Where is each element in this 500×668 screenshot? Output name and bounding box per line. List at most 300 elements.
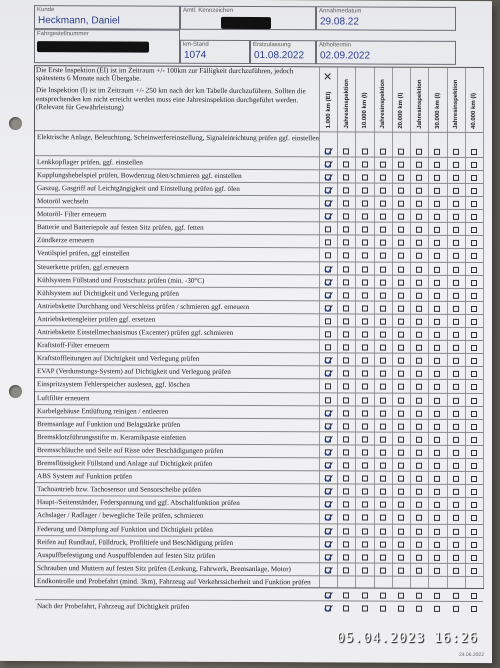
checkbox[interactable] (380, 148, 386, 154)
checkbox[interactable] (416, 515, 422, 521)
checkbox[interactable] (380, 528, 386, 534)
checked-checkbox[interactable] (325, 371, 331, 377)
checkbox[interactable] (325, 227, 331, 233)
checkbox[interactable] (416, 384, 422, 390)
checkbox[interactable] (380, 279, 386, 285)
checkbox[interactable] (343, 345, 349, 351)
checkbox[interactable] (362, 266, 368, 272)
checkbox[interactable] (471, 476, 477, 482)
checkbox[interactable] (434, 293, 440, 299)
checkbox[interactable] (362, 502, 368, 508)
checkbox[interactable] (380, 227, 386, 233)
checkbox[interactable] (471, 437, 477, 443)
checkbox[interactable] (343, 605, 349, 611)
checkbox[interactable] (398, 148, 404, 154)
checkbox[interactable] (471, 450, 477, 456)
checkbox[interactable] (416, 279, 422, 285)
checkbox[interactable] (471, 384, 477, 390)
checkbox[interactable] (471, 555, 477, 561)
checkbox[interactable] (362, 463, 368, 469)
checkbox[interactable] (416, 489, 422, 495)
checked-checkbox[interactable] (325, 462, 331, 468)
checkbox[interactable] (398, 319, 404, 325)
checkbox[interactable] (416, 253, 422, 259)
checkbox[interactable] (398, 201, 404, 207)
checked-checkbox[interactable] (325, 174, 331, 180)
checkbox[interactable] (343, 436, 349, 442)
checkbox[interactable] (434, 592, 440, 598)
checkbox[interactable] (362, 358, 368, 364)
checkbox[interactable] (453, 384, 459, 390)
checkbox[interactable] (362, 187, 368, 193)
checkbox[interactable] (416, 175, 422, 181)
checkbox[interactable] (380, 567, 386, 573)
checkbox[interactable] (416, 437, 422, 443)
checkbox[interactable] (434, 437, 440, 443)
checkbox[interactable] (380, 605, 386, 611)
checked-checkbox[interactable] (325, 436, 331, 442)
checkbox[interactable] (416, 345, 422, 351)
checkbox[interactable] (343, 358, 349, 364)
checkbox[interactable] (453, 542, 459, 548)
checkbox[interactable] (471, 515, 477, 521)
checkbox[interactable] (416, 371, 422, 377)
checkbox[interactable] (398, 188, 404, 194)
checkbox[interactable] (416, 266, 422, 272)
checkbox[interactable] (453, 188, 459, 194)
checkbox[interactable] (398, 541, 404, 547)
checkbox[interactable] (434, 411, 440, 417)
checkbox[interactable] (471, 568, 477, 574)
checked-checkbox[interactable] (325, 592, 331, 598)
checkbox[interactable] (398, 214, 404, 220)
checkbox[interactable] (343, 554, 349, 560)
checkbox[interactable] (398, 371, 404, 377)
checkbox[interactable] (362, 214, 368, 220)
checkbox[interactable] (453, 358, 459, 364)
checkbox[interactable] (471, 411, 477, 417)
checked-checkbox[interactable] (325, 541, 331, 547)
checkbox[interactable] (362, 201, 368, 207)
checkbox[interactable] (434, 502, 440, 508)
checkbox[interactable] (362, 292, 368, 298)
checkbox[interactable] (434, 555, 440, 561)
checkbox[interactable] (471, 162, 477, 168)
checkbox[interactable] (343, 187, 349, 193)
checked-checkbox[interactable] (325, 410, 331, 416)
checkbox[interactable] (453, 450, 459, 456)
checkbox[interactable] (343, 161, 349, 167)
checkbox[interactable] (471, 358, 477, 364)
checkbox[interactable] (343, 266, 349, 272)
checkbox[interactable] (343, 174, 349, 180)
checkbox[interactable] (362, 515, 368, 521)
checkbox[interactable] (380, 305, 386, 311)
checkbox[interactable] (416, 319, 422, 325)
checkbox[interactable] (471, 606, 477, 612)
checked-checkbox[interactable] (325, 292, 331, 298)
checkbox[interactable] (325, 397, 331, 403)
checkbox[interactable] (398, 227, 404, 233)
checkbox[interactable] (325, 318, 331, 324)
checkbox[interactable] (453, 606, 459, 612)
checkbox[interactable] (362, 592, 368, 598)
checkbox[interactable] (398, 554, 404, 560)
checkbox[interactable] (362, 240, 368, 246)
checkbox[interactable] (453, 149, 459, 155)
checkbox[interactable] (434, 528, 440, 534)
checked-checkbox[interactable] (325, 358, 331, 364)
checkbox[interactable] (343, 463, 349, 469)
checkbox[interactable] (471, 280, 477, 286)
checkbox[interactable] (471, 542, 477, 548)
checkbox[interactable] (362, 476, 368, 482)
checkbox[interactable] (398, 515, 404, 521)
checkbox[interactable] (453, 502, 459, 508)
checkbox[interactable] (416, 201, 422, 207)
checkbox[interactable] (380, 240, 386, 246)
checkbox[interactable] (434, 149, 440, 155)
checkbox[interactable] (380, 489, 386, 495)
checkbox[interactable] (362, 605, 368, 611)
checkbox[interactable] (434, 358, 440, 364)
checkbox[interactable] (471, 149, 477, 155)
checkbox[interactable] (471, 240, 477, 246)
checkbox[interactable] (398, 345, 404, 351)
checkbox[interactable] (362, 174, 368, 180)
checkbox[interactable] (362, 410, 368, 416)
checkbox[interactable] (453, 528, 459, 534)
checkbox[interactable] (343, 227, 349, 233)
checkbox[interactable] (471, 502, 477, 508)
checkbox[interactable] (362, 148, 368, 154)
checkbox[interactable] (453, 463, 459, 469)
checkbox[interactable] (380, 554, 386, 560)
checkbox[interactable] (343, 318, 349, 324)
checkbox[interactable] (471, 463, 477, 469)
checkbox[interactable] (416, 188, 422, 194)
checkbox[interactable] (380, 161, 386, 167)
checkbox[interactable] (398, 384, 404, 390)
checkbox[interactable] (416, 476, 422, 482)
checked-checkbox[interactable] (325, 214, 331, 220)
checkbox[interactable] (362, 449, 368, 455)
checkbox[interactable] (471, 253, 477, 259)
checkbox[interactable] (380, 214, 386, 220)
checkbox[interactable] (453, 568, 459, 574)
checkbox[interactable] (343, 476, 349, 482)
checked-checkbox[interactable] (325, 266, 331, 272)
checkbox[interactable] (453, 240, 459, 246)
checkbox[interactable] (471, 489, 477, 495)
checkbox[interactable] (343, 371, 349, 377)
checkbox[interactable] (453, 411, 459, 417)
checkbox[interactable] (343, 502, 349, 508)
checkbox[interactable] (362, 305, 368, 311)
checkbox[interactable] (416, 568, 422, 574)
checkbox[interactable] (453, 476, 459, 482)
checkbox[interactable] (325, 253, 331, 259)
checkbox[interactable] (343, 541, 349, 547)
checkbox[interactable] (434, 319, 440, 325)
checked-checkbox[interactable] (325, 161, 331, 167)
checkbox[interactable] (362, 227, 368, 233)
checkbox[interactable] (398, 253, 404, 259)
checkbox[interactable] (453, 424, 459, 430)
checked-checkbox[interactable] (325, 279, 331, 285)
checkbox[interactable] (398, 476, 404, 482)
checkbox[interactable] (398, 279, 404, 285)
checkbox[interactable] (416, 240, 422, 246)
checkbox[interactable] (343, 384, 349, 390)
checkbox[interactable] (434, 240, 440, 246)
checkbox[interactable] (362, 423, 368, 429)
checkbox[interactable] (416, 541, 422, 547)
checkbox[interactable] (416, 227, 422, 233)
checked-checkbox[interactable] (325, 605, 331, 611)
checkbox[interactable] (380, 476, 386, 482)
checkbox[interactable] (362, 567, 368, 573)
checkbox[interactable] (453, 345, 459, 351)
checkbox[interactable] (343, 515, 349, 521)
checkbox[interactable] (343, 332, 349, 338)
checkbox[interactable] (343, 214, 349, 220)
checkbox[interactable] (416, 450, 422, 456)
checkbox[interactable] (453, 555, 459, 561)
checkbox[interactable] (453, 280, 459, 286)
checkbox[interactable] (416, 306, 422, 312)
checkbox[interactable] (434, 424, 440, 430)
checkbox[interactable] (471, 188, 477, 194)
checkbox[interactable] (343, 240, 349, 246)
checkbox[interactable] (380, 358, 386, 364)
checkbox[interactable] (380, 397, 386, 403)
checkbox[interactable] (380, 592, 386, 598)
checkbox[interactable] (434, 266, 440, 272)
checkbox[interactable] (380, 266, 386, 272)
checkbox[interactable] (434, 175, 440, 181)
checked-checkbox[interactable] (325, 567, 331, 573)
checkbox[interactable] (380, 371, 386, 377)
checkbox[interactable] (453, 214, 459, 220)
checkbox[interactable] (453, 293, 459, 299)
checkbox[interactable] (434, 201, 440, 207)
checkbox[interactable] (434, 450, 440, 456)
checkbox[interactable] (434, 280, 440, 286)
checkbox[interactable] (453, 489, 459, 495)
checkbox[interactable] (453, 201, 459, 207)
checkbox[interactable] (362, 345, 368, 351)
checkbox[interactable] (380, 502, 386, 508)
checkbox[interactable] (471, 227, 477, 233)
checkbox[interactable] (362, 384, 368, 390)
checked-checkbox[interactable] (325, 305, 331, 311)
checkbox[interactable] (362, 371, 368, 377)
checkbox[interactable] (343, 305, 349, 311)
checkbox[interactable] (362, 397, 368, 403)
checkbox[interactable] (362, 528, 368, 534)
checkbox[interactable] (471, 214, 477, 220)
checkbox[interactable] (398, 502, 404, 508)
checkbox[interactable] (380, 463, 386, 469)
checkbox[interactable] (416, 358, 422, 364)
checkbox[interactable] (398, 568, 404, 574)
checkbox[interactable] (380, 423, 386, 429)
checkbox[interactable] (434, 188, 440, 194)
checkbox[interactable] (434, 345, 440, 351)
checkbox[interactable] (471, 267, 477, 273)
checkbox[interactable] (380, 292, 386, 298)
checked-checkbox[interactable] (325, 449, 331, 455)
checkbox[interactable] (398, 423, 404, 429)
checkbox[interactable] (416, 332, 422, 338)
checked-checkbox[interactable] (325, 502, 331, 508)
checkbox[interactable] (453, 162, 459, 168)
checkbox[interactable] (380, 410, 386, 416)
checkbox[interactable] (471, 345, 477, 351)
checkbox[interactable] (398, 410, 404, 416)
checkbox[interactable] (362, 161, 368, 167)
checkbox[interactable] (343, 292, 349, 298)
checkbox[interactable] (398, 450, 404, 456)
checkbox[interactable] (380, 188, 386, 194)
checkbox[interactable] (434, 515, 440, 521)
checkbox[interactable] (380, 253, 386, 259)
checkbox[interactable] (434, 253, 440, 259)
checked-checkbox[interactable] (325, 187, 331, 193)
checkbox[interactable] (380, 332, 386, 338)
checkbox[interactable] (453, 397, 459, 403)
checkbox[interactable] (398, 292, 404, 298)
checked-checkbox[interactable] (325, 515, 331, 521)
checkbox[interactable] (380, 345, 386, 351)
checkbox[interactable] (416, 148, 422, 154)
checkbox[interactable] (434, 384, 440, 390)
checkbox[interactable] (434, 397, 440, 403)
checkbox[interactable] (362, 541, 368, 547)
checkbox[interactable] (434, 542, 440, 548)
checkbox[interactable] (398, 332, 404, 338)
checkbox[interactable] (453, 371, 459, 377)
checkbox[interactable] (343, 489, 349, 495)
checkbox[interactable] (416, 463, 422, 469)
checkbox[interactable] (434, 568, 440, 574)
checked-checkbox[interactable] (325, 148, 331, 154)
checkbox[interactable] (362, 332, 368, 338)
checkbox[interactable] (343, 148, 349, 154)
checkbox[interactable] (471, 398, 477, 404)
checkbox[interactable] (380, 541, 386, 547)
checkbox[interactable] (398, 463, 404, 469)
checkbox[interactable] (416, 555, 422, 561)
checkbox[interactable] (471, 529, 477, 535)
checkbox[interactable] (453, 227, 459, 233)
checkbox[interactable] (380, 436, 386, 442)
checkbox[interactable] (343, 201, 349, 207)
checkbox[interactable] (434, 332, 440, 338)
checkbox[interactable] (343, 592, 349, 598)
checkbox[interactable] (325, 345, 331, 351)
checkbox[interactable] (471, 293, 477, 299)
checked-checkbox[interactable] (325, 423, 331, 429)
checkbox[interactable] (453, 253, 459, 259)
checkbox[interactable] (398, 605, 404, 611)
checkbox[interactable] (362, 318, 368, 324)
checkbox[interactable] (362, 253, 368, 259)
checked-checkbox[interactable] (325, 489, 331, 495)
checkbox[interactable] (471, 371, 477, 377)
checkbox[interactable] (471, 319, 477, 325)
checkbox[interactable] (362, 279, 368, 285)
checkbox[interactable] (398, 437, 404, 443)
checkbox[interactable] (380, 201, 386, 207)
checkbox[interactable] (325, 240, 331, 246)
checkbox[interactable] (471, 593, 477, 599)
checked-checkbox[interactable] (325, 476, 331, 482)
checkbox[interactable] (416, 592, 422, 598)
checkbox[interactable] (362, 489, 368, 495)
checkbox[interactable] (434, 371, 440, 377)
checkbox[interactable] (453, 175, 459, 181)
checkbox[interactable] (398, 358, 404, 364)
checkbox[interactable] (343, 410, 349, 416)
checkbox[interactable] (416, 502, 422, 508)
checked-checkbox[interactable] (325, 200, 331, 206)
checkbox[interactable] (471, 306, 477, 312)
checkbox[interactable] (343, 567, 349, 573)
checkbox[interactable] (471, 175, 477, 181)
checkbox[interactable] (362, 554, 368, 560)
checkbox[interactable] (416, 397, 422, 403)
checkbox[interactable] (453, 266, 459, 272)
checkbox[interactable] (398, 240, 404, 246)
checkbox[interactable] (434, 214, 440, 220)
checkbox[interactable] (343, 528, 349, 534)
checkbox[interactable] (434, 306, 440, 312)
checkbox[interactable] (434, 606, 440, 612)
checkbox[interactable] (434, 489, 440, 495)
checked-checkbox[interactable] (325, 528, 331, 534)
checkbox[interactable] (416, 528, 422, 534)
checkbox[interactable] (471, 201, 477, 207)
checkbox[interactable] (362, 436, 368, 442)
checkbox[interactable] (325, 331, 331, 337)
checkbox[interactable] (398, 175, 404, 181)
checkbox[interactable] (434, 227, 440, 233)
checkbox[interactable] (343, 279, 349, 285)
checkbox[interactable] (380, 319, 386, 325)
checkbox[interactable] (380, 515, 386, 521)
checkbox[interactable] (398, 306, 404, 312)
checkbox[interactable] (453, 306, 459, 312)
checkbox[interactable] (453, 437, 459, 443)
checkbox[interactable] (398, 489, 404, 495)
checkbox[interactable] (434, 162, 440, 168)
checkbox[interactable] (325, 384, 331, 390)
checkbox[interactable] (343, 449, 349, 455)
checkbox[interactable] (398, 266, 404, 272)
checkbox[interactable] (343, 423, 349, 429)
checkbox[interactable] (453, 332, 459, 338)
checkbox[interactable] (416, 162, 422, 168)
checkbox[interactable] (343, 397, 349, 403)
checkbox[interactable] (398, 161, 404, 167)
checkbox[interactable] (471, 424, 477, 430)
checkbox[interactable] (398, 397, 404, 403)
checkbox[interactable] (416, 605, 422, 611)
checkbox[interactable] (380, 450, 386, 456)
checkbox[interactable] (453, 319, 459, 325)
